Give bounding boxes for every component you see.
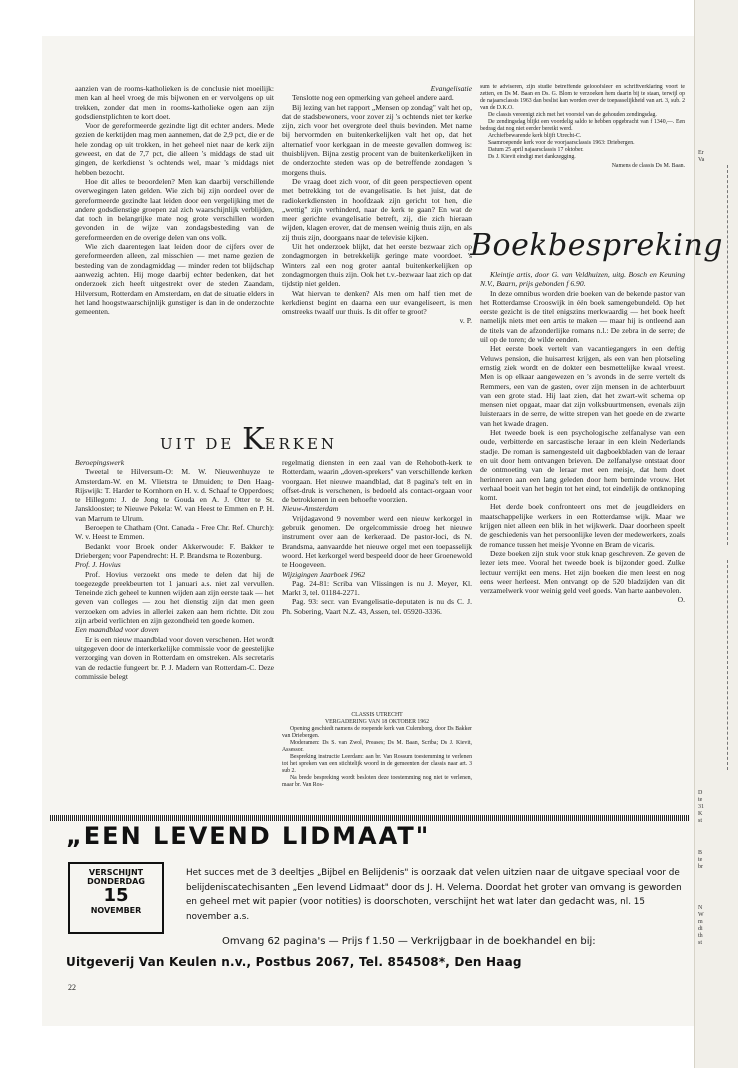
book-intro: Kleintje artis, door G. van Veldhuizen, uitg. Bosch en Keuning N.V., Baarn, prijs gebonden f 6.90. [480,270,685,289]
paragraph: Het tweede boek is een psychologische zelfanalyse van een oude, verbitterde en sarcastische leraar in een klein Nederlands stadje. De roman is samengesteld uit dagboekbladen van de leraar en uit door hem ontvangen brieven. De zelfanalyse ontstaat door de ontmoeting van de leraar met een meisje, dat hem doet herinneren aan een lang geleden door hem beminde vrouw. Het verhaal boeit van het begin tot het eind, tot eindelijk de ontknoping komt. [480,428,685,503]
paragraph: Bespreking instructie Leerdam: aan br. Van Rossum toestemming te verlenen tot het spreken van een stichtelijk woord in de gemeenten der classis naar art. 3 sub 2. [282,754,472,774]
badge-day: 15 [103,885,129,906]
spine-text: K [698,811,703,817]
paragraph: Uit het onderzoek blijkt, dat het eerste bezwaar zich op zondagmorgen in betrekkelijk geringe mate voordoet. 's Winters zal een nog groter aantal buitenkerkelijken op zondagmorgen thuis zijn. Ook het t.v.-bezwaar laat zich op dat tijdstip niet gelden. [282,242,472,289]
paragraph: Pag. 24-81: Scriba van Vlissingen is nu J. Meyer, Kl. Markt 3, tel. 01184-2271. [282,578,472,598]
publication-date-badge [68,862,164,934]
paragraph: Bij lezing van het rapport „Mensen op zondag" valt het op, dat de stadsbewoners, voor zover zij 's ochtends niet ter kerke zijn, zich voor het overgrote deel thuis bevinden. Met name bij hervormden en buitenkerkelijken valt het op, dat het alternatief voor kerkgaan in de meeste gevallen domweg is: thuisblijven. Bijna zestig procent van de buitenkerkelijken in de onderzochte steden was op de betreffende zondagen 's morgens thuis. [282,102,472,177]
spine-text: Va [698,157,705,163]
ad-title: „EEN LEVEND LIDMAAT" [66,822,431,850]
article-column-2 [282,84,472,424]
paragraph: Ds J. Kievit eindigt met dankzegging. [488,154,576,160]
paragraph: Tweetal te Hilversum-O: M. W. Nieuwenhuyze te Amsterdam-W. en M. Vlietstra te IJmuiden; te Den Haag-Rijswijk: T. Harder te Kornhorn en H. v. d. Schaaf te Opperdoes; te Hillegom: J. de Jong te Gouda en A. J. Otter te St. Jansklooster; te Nieuwe Pekela: W. van Heest te Emmen en P. H. van Marrum te Ulrum. [75,467,274,523]
spine-fragment [698,850,703,871]
classis-subheading: VERGADERING VAN 18 OKTOBER 1962 [324,719,430,725]
spine-text: W [698,912,704,918]
title-part: ERKEN [264,435,338,453]
spine-text: B [698,850,703,856]
paragraph: Deze boeken zijn stuk voor stuk knap geschreven. Ze geven de lezer iets mee. Vooral het tweede boek is bijzonder goed. Zulke lectuur verrijkt een mens. Het zijn boeken die men leest en nog eens weer herleest. Men ontvangt op de 520 bladzijden van dit verzamelwerk voor weinig geld veel goeds. Van harte aanbevolen. [480,548,685,596]
spine-text: st [698,818,703,824]
spine-text: m [698,919,703,925]
paragraph: Beroepen te Chatham (Ont. Canada - Free Chr. Ref. Church): W. v. Heest te Emmen. [75,523,274,542]
section-heading: Nieuw-Amsterdam [282,504,339,514]
paragraph: Prof. Hovius verzoekt ons mede te delen dat hij de toegezegde preekbeurten tot 1 januari a.s. niet zal vervullen. Teneinde zich geheel te kunnen wijden aan zijn eerste taak — het geven van colleges — zou het dienstig zijn dat men geen verzoeken om advies in allerlei zaken aan hem richtte. Dit zou zijn arbeid verlichten en zijn gezondheid ten goede komen. [75,569,274,626]
paragraph: Pag. 93: secr. van Evangelisatie-deputaten is nu ds C. J. Ph. Sobering, Vaart N.Z. 43, Assen, tel. 05920-3336. [282,597,472,616]
paragraph: Moderamen: Ds S. van Zwol, Preases; Ds M. Baan, Scriba; Ds J. Kievit, Assessor. [282,740,472,753]
spine-text: th [698,933,703,939]
section-heading: Wijzigingen Jaarboek 1962 [282,569,366,579]
signature: Namens de classis Ds M. Baan. [611,163,685,169]
section-heading: Een maandblad voor doven [75,625,159,635]
page-number: 22 [68,983,76,992]
spine-text: D [698,790,703,796]
paragraph: Archiefbewarende kerk blijft Utrecht-C. [488,133,582,139]
signature: v. P. [459,316,472,326]
badge-line: VERSCHIJNT [88,868,144,877]
paragraph: Wie zich daarentegen laat leiden door de cijfers over de gereformeerden alleen, zal misschien — met name gezien de besteding van de zondagmiddag — minder reden tot blijdschap aanwezig achten. Hij moge daarbij echter bedenken, dat het onderzoek zich heeft uitgestrekt over de steden Zaandam, Hilversum, Rotterdam en Amsterdam, en dat de situatie elders in het land hoogstwaarschijnlijk gunstiger is dan in de onderzochte gemeenten. [75,242,274,317]
badge-line: DONDERDAG [87,877,145,886]
kerken-column-2 [282,458,472,708]
article-column-1 [75,84,274,424]
paragraph: Tenslotte nog een opmerking van geheel andere aard. [292,93,454,103]
paragraph: Bedankt voor Broek onder Akkerwoude: F. Bakker te Driebergen; voor Papendrecht: H. P. Brandsma te Rozenburg. [75,541,274,560]
paragraph: Het eerste boek vertelt van vacantiegangers in een deftig Veluws pension, die huisarrest krijgen, als een van hen plotseling ernstig ziek wordt en de dokter een besmettelijke kwaal vreest. Men is op elkaar aangewezen en 's avonds in de serre vertelt ds Remmers, een van de gasten, over zijn mensen in de achterbuurt van een grote stad. Hij laat zien, dat het zwart-wit schema op mensen niet opgaat, maar dat zijn volksbuurtmensen, evenals zijn luisteraars in de serre, de witte strepen van het goede en de zwarte van het kwade dragen. [480,344,685,428]
kerken-column-1 [75,458,274,812]
section-heading: Prof. J. Hovius [75,560,121,570]
spine-text: te [698,857,703,863]
paragraph: Datum 25 april najaarsclassis 17 oktober. [488,147,584,153]
paragraph: aanzien van de rooms-katholieken is de conclusie niet moeilijk: men kan al heel vroeg de mis bijwonen en er vervolgens op uit trekken, zonder dat men in rooms-katholieke ogen aan zijn godsdienstplichten te kort doet. [75,84,274,121]
paragraph: Saamroepende kerk voor de voorjaarsclassis 1963: Driebergen. [488,140,635,146]
classis-utrecht-report [282,712,472,810]
paragraph: Hoe dit alles te beoordelen? Men kan daarbij verschillende overwegingen laten gelden. Wie zich bij zijn oordeel over de gereformeerde gezindte laat leiden door een vergelijking met de andere godsdienstige groepen zal zich waarschijnlijk verblijden, dat toch in belangrijke mate nog grote verschillen worden gevonden in de wijze van zondagsbesteding van de gereformeerden en de overige delen van ons volk. [75,176,274,242]
paragraph: Het derde boek confronteert ons met de jeugdleiders en maatschappelijke werkers in een Rotterdamse wijk. Maar we krijgen niet alleen een blik in het wijkwerk. Daar doorheen speelt de geschiedenis van het persoonlijke leven der medewerkers, zoals de romance tussen het meisje Yvonne en Bram de vicaris. [480,502,685,549]
spine-text: br [698,864,703,870]
book-review-column [480,270,685,810]
classis-heading: CLASSIS UTRECHT [351,712,403,718]
spine-text: st [698,940,703,946]
classis-continuation [480,84,685,224]
spine-wavy-line [727,165,734,545]
spine-fragment [698,905,704,947]
signature: O. [677,595,685,605]
uit-de-kerken-title [160,422,337,457]
spine-text: 31 [698,804,704,810]
section-heading: Evangelisatie [430,84,472,93]
paragraph: Na brede bespreking wordt besloten deze toestemming nog niet te verlenen, maar br. Van Ros- [282,775,472,788]
paragraph: sum te adviseren, zijn studie betreffende gelooofsleer en schriftverklaring voort te zetten, en Ds M. Baan en Ds. G. Blom te verzoeken hem daarin bij te staan, terwijl op de najaarsclassis 1963 dan beslist kan worden over de toepasselijkheid van art. 3, sub. 2 van de D.K.O. [480,84,685,111]
badge-line: NOVEMBER [90,906,142,915]
paragraph: regelmatig diensten in een zaal van de Rehoboth-kerk te Rotterdam, waarin „doven-sprekers" van verschillende kerken voorgaan. Het nieuwe maandblad, dat 8 pagina's telt en in offset-druk is verschenen, is bedoeld als contact-orgaan voor de betrokkenen in een behoefte voorzien. [282,458,472,505]
paragraph: Voor de gereformeerde gezindte ligt dit echter anders. Mede gezien de kerktijden mag men aannemen, dat de 2,9 pct, die er de hele zondag op uit trokken, in het geheel niet naar de kerk zijn geweest, en dat de 7,7 pct, die alleen 's middags de stad uit gingen, de kerkdienst 's ochtends wel, maar 's middags niet hebben bezocht. [75,121,274,177]
title-part: UIT DE [160,435,235,453]
spine-text: N [698,905,703,911]
paragraph: De vraag doet zich voor, of dit geen perspectieven opent met betrekking tot de evangelisatie. Is het juist, dat de radiokerkdiensten in hoofdzaak zijn gericht tot hen, die „wettig" zijn verhinderd, naar de kerk te gaan? En wat de meer gerichte evangelisatie betreft, zij, die zich hieraan wijden, klagen erover, dat de mensen weinig thuis zijn, en als zij thuis zijn, doorgaans naar de televisie kijken. [282,176,472,242]
spine-text: te [698,797,703,803]
paragraph: Er is een nieuw maandblad voor doven verschenen. Het wordt uitgegeven door de interkerkelijke commissie voor de geestelijke verzorging van doven in Rotterdam en omstreken. Als secretaris van de redactie fungeert br. P. J. Madern van Rotterdam-C. Deze commissie belegt [75,634,274,681]
ad-price-line: Omvang 62 pagina's — Prijs f 1.50 — Verkrijgbaar in de boekhandel en bij: [222,936,596,947]
spine-wavy-line [727,560,734,770]
section-heading: Beroepingswerk [75,458,125,467]
spine-text: Er [698,150,704,156]
paragraph: Opening geschiedt namens de roepende kerk van Culemborg, door Ds Bakker van Driebergen. [282,726,472,739]
paragraph: Vrijdagavond 9 november werd een nieuw kerkorgel in gebruik genomen. De orgelcommissie droeg het nieuwe instrument over aan de kerkeraad. De pastor-loci, ds N. Brandsma, aanvaardde het nieuwe orgel met een toepasselijk woord. Het kerkorgel werd bespeeld door de heer Groenewold te Hoogeveen. [282,513,472,570]
spine-fragment [698,150,704,164]
title-initial: K [242,422,265,457]
spine-fragment [698,790,704,825]
ad-body: Het succes met de 3 deeltjes „Bijbel en Belijdenis" is oorzaak dat velen uitzien naar de uitgave speciaal voor de belijdeniscatechisanten „Een levend Lidmaat" door ds J. H. Velema. Doordat het groter van omvang is geworden en geheel met wit papier (voor notities) is doorschoten, verschijnt het wat later dan gedacht was, nl. 15 november a.s. [186,868,682,922]
ad-publisher-line: Uitgeverij Van Keulen n.v., Postbus 2067, Tel. 854508*, Den Haag [66,955,522,969]
hatched-divider [50,815,690,821]
paragraph: Wat hiervan te denken? Als men om half tien met de kerkdienst begint en daarna een uur evangeliseert, is men omstreeks twaalf uur thuis. Is dit offer te groot? [282,288,472,317]
paragraph: In deze omnibus worden drie boeken van de bekende pastor van het Rotterdamse Crooswijk in één boek samengebundeld. Op het eerste gezicht is de titel enigszins merkwaardig — het boek heeft namelijk niets met een artis te maken — maar hij is ontleend aan de titels van de afzonderlijke romans n.l.: De zebra in de serre; de uil op de toren; de wilde eenden. [480,288,685,345]
boekbespreking-title: Boekbespreking [470,228,723,263]
paragraph: De zendingsdag blijkt een voordelig saldo te hebben opgebracht van f 1340,—. Een bedrag dat nog niet eerder bereikt werd. [480,119,685,132]
paragraph: De classis vereenigt zich met het voorstel van de gehouden zendingsdag. [488,112,657,118]
spine-text: di [698,926,703,932]
